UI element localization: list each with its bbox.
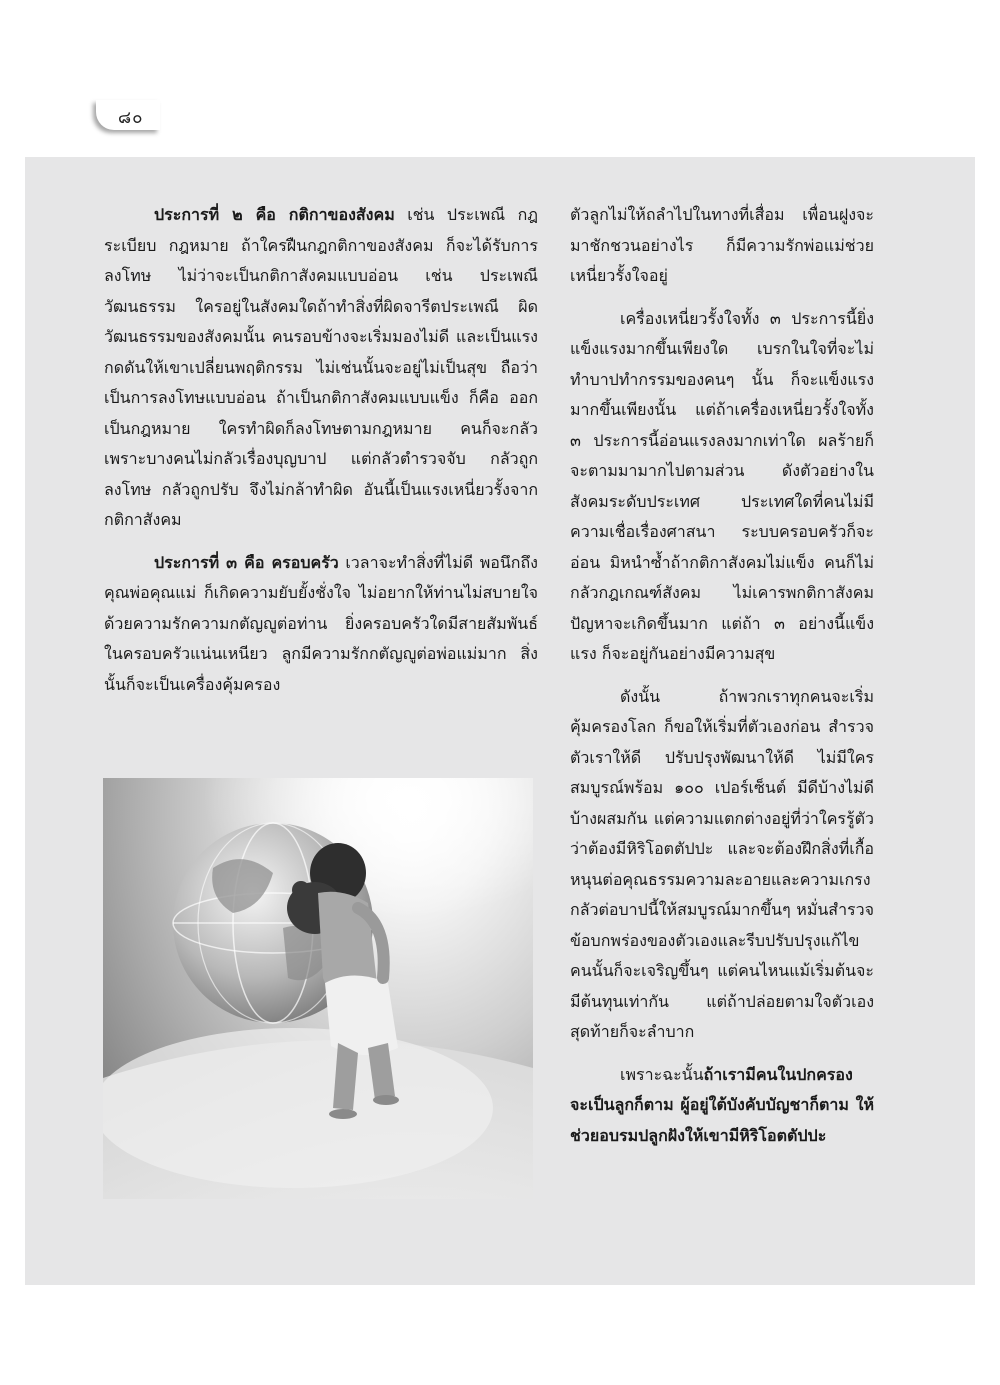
paragraph-lead: ประการที่ ๒ คือ กติกาของสังคม <box>154 205 395 224</box>
child-globe-photo <box>103 778 533 1199</box>
paragraph-conclusion <box>570 1060 874 1152</box>
paragraph-rule-3 <box>104 548 538 701</box>
paragraph-continued: ตัวลูกไม่ให้ถลำไปในทางที่เสื่อม เพื่อนฝูงจะมาชักชวนอย่างไร ก็มีความรักพ่อแม่ช่วยเหนี่ยวรั้งใจอยู่ <box>570 205 874 285</box>
page-number: ๘๐ <box>118 108 144 128</box>
paragraph: เครื่องเหนี่ยวรั้งใจทั้ง ๓ ประการนี้ยิ่งแข็งแรงมากขึ้นเพียงใด เบรกในใจที่จะไม่ทำบาปทำกรรมของคนๆ นั้น ก็จะแข็งแรงมากขึ้นเพียงนั้น แต่ถ้าเครื่องเหนี่ยวรั้งใจทั้ง ๓ ประการนี้อ่อนแรงลงมากเท่าใด ผลร้ายก็จะตามมามากไปตามส่วน ดังตัวอย่างในสังคมระดับประเทศ ประเทศใดที่คนไม่มีความเชื่อเรื่องศาสนา ระบบครอบครัวก็จะอ่อน มิหนำซ้ำถ้ากติกาสังคมไม่แข็ง คนก็ไม่กลัวกฎเกณฑ์สังคม ไม่เคารพกติกาสังคม ปัญหาจะเกิดขึ้นมาก แต่ถ้า ๓ อย่างนี้แข็งแรง ก็จะอยู่กันอย่างมีความสุข <box>570 308 874 663</box>
paragraph-body: เพราะฉะนั้น <box>620 1064 704 1084</box>
paragraph-body: เวลาจะทำสิ่งที่ไม่ดี พอนึกถึงคุณพ่อคุณแม่ ก็เกิดความยับยั้งชั่งใจ ไม่อยากให้ท่านไม่สบายใจ ด้วยความรักความกตัญญูต่อท่าน ยิ่งครอบครัวใดมีสายสัมพันธ์ในครอบครัวแน่นเหนียว ลูกมีความรักกตัญญูต่อพ่อแม่มาก สิ่งนั้นก็จะเป็นเครื่องคุ้มครอง <box>104 552 538 694</box>
paragraph-emphasis: ถ้าเรามีคนในปกครอง จะเป็นลูกก็ตาม ผู้อยู่ใต้บังคับบัญชาก็ตาม ให้ช่วยอบรมปลูกฝังให้เขามีหิริโอตตัปปะ <box>570 1064 874 1145</box>
photo-illustration <box>103 778 533 1199</box>
paragraph: ดังนั้น ถ้าพวกเราทุกคนจะเริ่มคุ้มครองโลก ก็ขอให้เริ่มที่ตัวเองก่อน สำรวจตัวเราให้ดี ปรับปรุงพัฒนาให้ดี ไม่มีใครสมบูรณ์พร้อม ๑๐๐ เปอร์เซ็นต์ มีดีบ้างไม่ดีบ้างผสมกัน แต่ความแตกต่างอยู่ที่ว่าใครรู้ตัวว่าต้องมีหิริโอตตัปปะ และจะต้องฝึกสิ่งที่เกื้อหนุนต่อคุณธรรมความละอายและความเกรงกลัวต่อบาปนี้ให้สมบูรณ์มากขึ้นๆ หมั่นสำรวจข้อบกพร่องของตัวเองและรีบปรับปรุงแก้ไข คนนั้นก็จะเจริญขึ้นๆ แต่คนไหนแม้เริ่มต้นจะมีต้นทุนเท่ากัน แต่ถ้าปล่อยตามใจตัวเอง สุดท้ายก็จะลำบาก <box>570 686 874 1041</box>
paragraph-body: เช่น ประเพณี กฎระเบียบ กฎหมาย ถ้าใครฝืนกฎกติกาของสังคม ก็จะได้รับการลงโทษ ไม่ว่าจะเป็นกติกาสังคมแบบอ่อน เช่น ประเพณี วัฒนธรรม ใครอยู่ในสังคมใดถ้าทำสิ่งที่ผิดจารีตประเพณี ผิดวัฒนธรรมของสังคมนั้น คนรอบข้างจะเริ่มมองไม่ดี และเป็นแรงกดดันให้เขาเปลี่ยนพฤติกรรม ไม่เช่นนั้นจะอยู่ไม่เป็นสุข ถือว่าเป็นการลงโทษแบบอ่อน ถ้าเป็นกติกาสังคมแบบแข็ง ก็คือ ออกเป็นกฎหมาย ใครทำผิดก็ลงโทษตามกฎหมาย คนก็จะกลัว เพราะบางคนไม่กลัวเรื่องบุญบาป แต่กลัวตำรวจจับ กลัวถูกลงโทษ กลัวถูกปรับ จึงไม่กล้าทำผิด อันนี้เป็นแรงเหนี่ยวรั้งจากกติกาสังคม <box>104 205 538 529</box>
right-column <box>570 200 874 1151</box>
left-column <box>104 200 538 700</box>
paragraph-lead: ประการที่ ๓ คือ ครอบครัว <box>154 552 339 572</box>
paragraph-rule-2 <box>104 200 538 536</box>
